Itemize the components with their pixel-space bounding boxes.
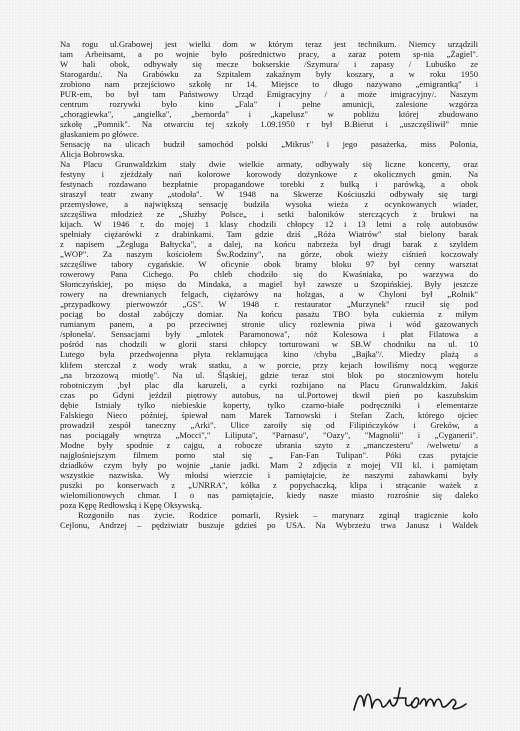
text-line: czas po Gdyni jeździł piętrowy autobus, na ul.Portowej tkwił pień po kaszubskim [60,389,478,400]
text-line: puszki po konserwach z „UNRRA", kółka z popychaczką, klipa i strącanie ważek z [60,479,478,490]
text-line: Słomczyńskiej, po mięso do Mindaka, a magiel był zawsze u Szopińskiej. Były jeszcze [60,279,478,290]
text-line: dębie Istniały tylko niebieskie koperty, tylko czarno-białe podręczniki i elementarze [60,399,478,410]
text-line: Alicja Bobrowska. [60,149,125,160]
text-line: zrobiono nam przejściowo szkołę nr 14. Miejsce to długo nazywano „emigrantką" i [60,79,478,90]
text-line: kijach. W 1946 r. do mojej 1 klasy chodzili chłopcy 12 i 13 letni a rolę autobusów [60,219,478,230]
text-line: szkołę „Pomnik". Na otwarciu tej szkoły 1.09.1950 r był B.Bierut i „uszczęśliwił" mnie [60,119,478,130]
text-line: PUR-em, bo był tam Państwowy Urząd Emigracyjny / a może imigracyjny/. Naszym [60,89,478,100]
text-line: Rozgoniło nas życie. Rodzice pomarli, Rysiek – marynarz zginął tragicznie koło [78,509,478,520]
text-line: Na rogu ul.Grabowej jest wielki dom w którym teraz jest technikum. Niemcy urządzili [60,39,478,49]
text-line: głaskaniem po główce. [60,129,139,140]
text-line: z napisem „Żegluga Bałtycka", a dalej, na końcu nabrzeża był drugi barak z szyldem [60,239,478,250]
text-line: straszył teatr zwany „stodoła". W 1948 na Skwerze Kościuszki odbywały się targi [60,189,478,200]
text-line: „chorągiewka", „angielka", „bernorda" i „kapelusz" w pobliżu której zbudowano [60,109,478,120]
text-line: W hali obok, odbywały się mecze bokserskie /Szymura/ i zapasy / Lubuśko ze [60,59,478,70]
text-line: najgłośniejszym filmem porno stał się „ Fan-Fan Tulipan". Póki czas pytajcie [60,449,478,460]
text-line: Na Placu Grunwaldzkim stały dwie wielkie armaty, odbywały się liczne koncerty, oraz [60,159,478,170]
text-line: przemysłowe, a największą sensację budziła wysoka wieża z ocynkowanych wiader, [60,199,478,210]
text-line: rowery na drewnianych felgach, ciężarówy na holzgas, a w Chyloni był „Rolnik" [60,289,478,300]
text-line: dziadków czym były po wojnie „tanie jadki. Mam 2 zdjęcia z mojej VII kl. i pamiętam [60,459,478,470]
text-line: Falskiego Nieco później, śpiewał nam Marek Tarnowski i Stefan Zach, którego ojciec [60,409,478,420]
text-line: rowerowy Pana Cichego. Po chleb chodziło się do Kwaśniaka, po warzywa do [60,269,478,280]
text-line: festynach rozdawano bezpłatnie propagandowe torebki z bułką i parówką, a obok [60,179,478,190]
text-line: „na brzozową miotłę". Na ul. Śląskiej, gdzie teraz stoi blok po stoczniowym hotelu [60,369,478,380]
text-line: pośród nas chodzili w glorii starsi chłopcy torturowani w SB.W chodniku na ul. 10 [60,339,478,350]
document-body [60,39,478,530]
text-line: Modne były spodnie z cajgu, a robocze ubrania szyto z „manczesteru" /welwetu/ a [60,439,478,450]
text-line: „przypadkowy pierwowzór „GS". W 1948 r. restaurator „Murzynek" rzucił się pod [60,299,478,310]
text-line: wszystkie nazwiska. Wy młodsi wierzcie i pamiętajcie, że naszymi zabawkami były [60,469,478,480]
text-line: prowadził zespół taneczny „Arki". Ulice zaroiły się od Filipińczyków i Greków, a [60,419,478,430]
text-line: pociąg bo dostał zabójczy domiar. Na końcu pasażu TBO była cukiernia z miłym [60,309,478,320]
text-line: robotniczym ,był plac dla karuzeli, a cyrki rozbijano na Placu Grunwaldzkim. Jakiś [60,379,478,390]
text-line: Cejlonu, Andrzej – pędziwiatr buszuje gdzieś po USA. Na Wybrzeżu trwa Janusz i Waldek [60,519,478,530]
text-line: festyny i zjeżdżały nań kolorowe korowody dożynkowe z okolicznych gmin. Na [60,169,478,180]
text-line: klifem sterczał z wody wrak statku, a w porcie, przy kejach łowiliśmy nocą węgorze [60,359,478,370]
handwritten-signature [350,680,470,720]
text-line: poza Kępę Redłowską i Kępę Oksywską. [60,499,202,510]
text-line: szczęśliwa młodzież ze „Służby Polsce„ i setki baloników sterczących z brukwi na [60,209,478,220]
text-line: centrum rozrywki było kino „Fala" i pełne amunicji, zalesione wzgórza [60,99,478,110]
text-line: spełniały ciężarówki z drabinkami. Tam gdzie dziś „Róża Wiatrów" stał bielony barak [60,229,478,240]
text-line: „WOP". Za naszym kościołem Św.Rodziny", na górze, obok wieży ciśnień koczowały [60,249,478,260]
text-line: rumianym panem, a po przeciwnej stronie ulicy rozlewnia piwa i wód gazowanych [60,319,478,330]
text-line: tam Arbeitsamt, a po wojnie było pośrednictwo pracy, a zaraz potem sp-nia „Żagiel". [60,49,478,60]
text-line: /spłoneła/. Sensacjami były „mlotek Paramonowa", nóż Kolesowa i płat Filatowa a [60,329,478,340]
text-line: nas pociągały wnętrza „Mocci"," Liliputa", "Parnasu", "Oazy", "Magnolii" i „Cyganerii". [60,429,478,440]
text-line: szczęśliwe tabory cygańskie. W oficynie obok bramy bloku 97 był cenny warsztat [60,259,478,270]
text-line: Lutego była przedwojenna płyta reklamująca kino /chyba „Bajka"/. Miedzy plażą a [60,349,478,360]
text-line: Starogardu/. Na Grabówku za Szpitalem zakaźnym były koszary, a w roku 1950 [60,69,478,80]
text-line: Sensację na ulicach budził samochód polski „Mikrus" i jego pasażerka, miss Polonia, [60,139,478,150]
text-line: wielomilionowych chmar. I o nas pamiętajcie, kiedy nasze miasto rozrośnie się daleko [60,489,478,500]
